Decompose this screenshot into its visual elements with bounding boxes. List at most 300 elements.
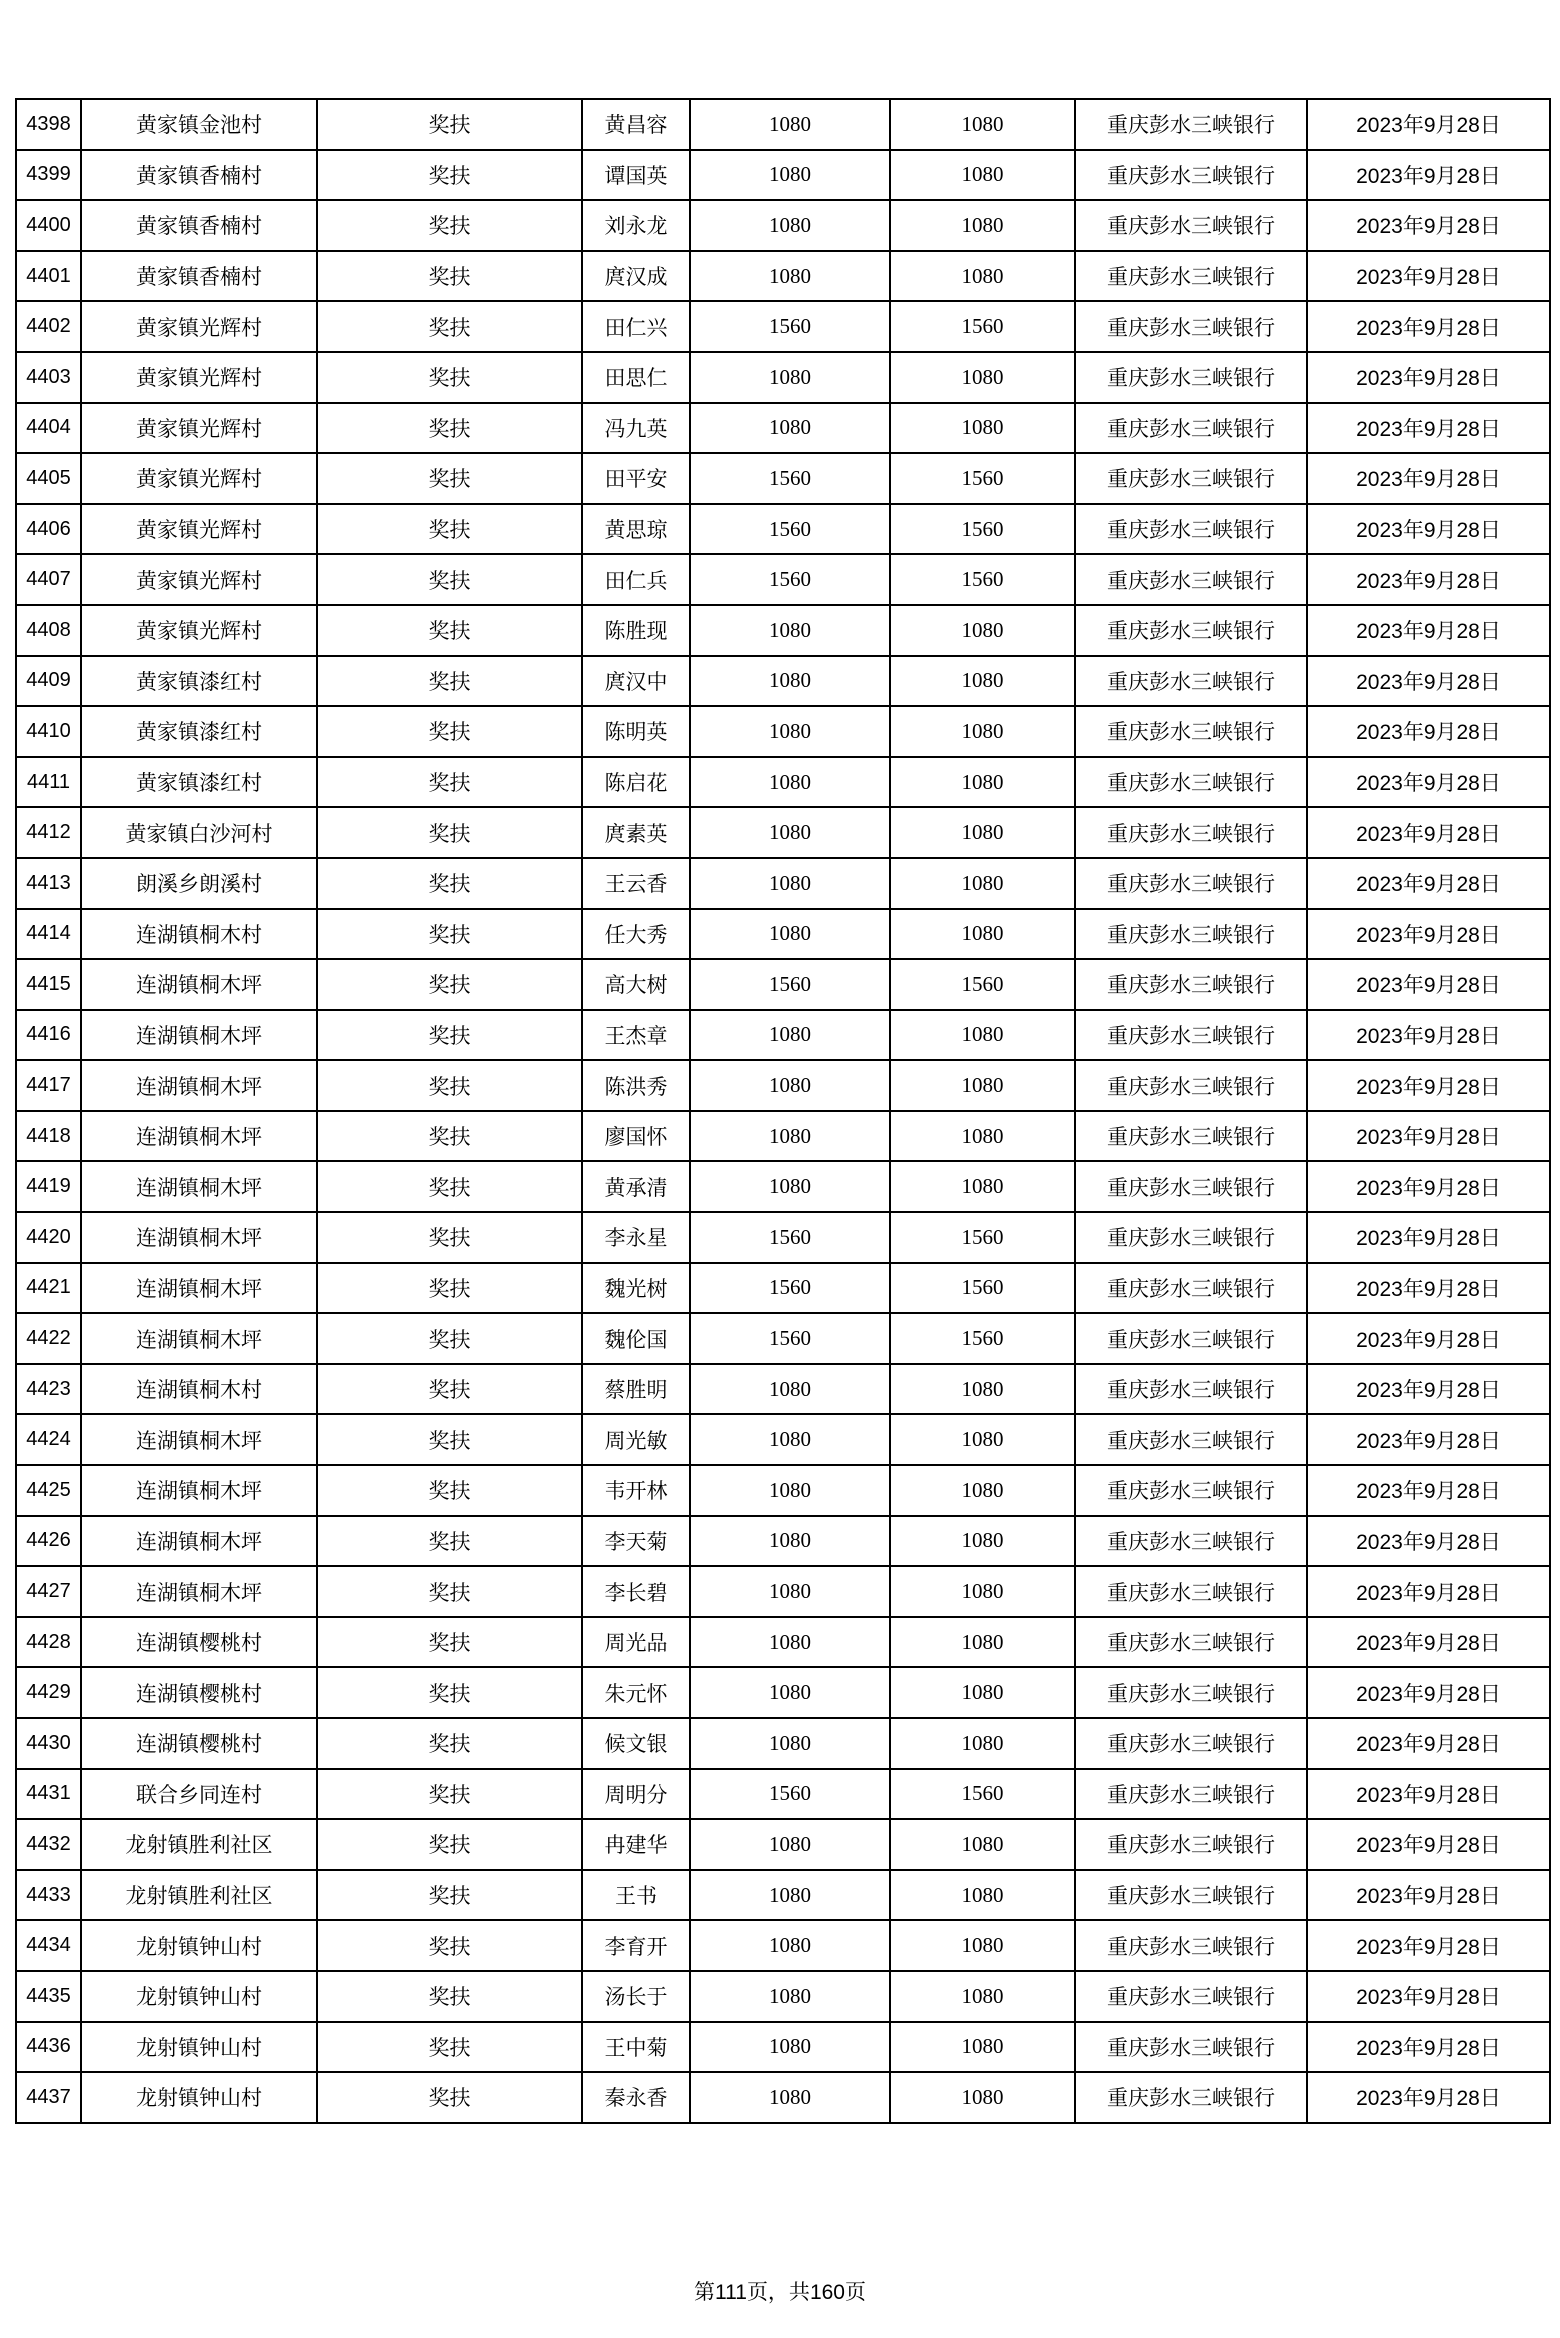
table-row xyxy=(16,453,1550,504)
bank-cell: 重庆彭水三峡银行 xyxy=(1075,1364,1307,1415)
amount-cell: 1080 xyxy=(690,909,890,960)
amount-cell: 1080 xyxy=(690,99,890,150)
village-cell: 黄家镇白沙河村 xyxy=(81,807,317,858)
type-cell: 奖扶 xyxy=(317,959,582,1010)
paid-amount-cell: 1560 xyxy=(890,1313,1075,1364)
paid-amount-cell: 1080 xyxy=(890,1364,1075,1415)
village-cell: 黄家镇漆红村 xyxy=(81,757,317,808)
table-row xyxy=(16,150,1550,201)
paid-amount-cell: 1080 xyxy=(890,757,1075,808)
paid-amount-cell: 1560 xyxy=(890,504,1075,555)
amount-cell: 1080 xyxy=(690,200,890,251)
bank-cell: 重庆彭水三峡银行 xyxy=(1075,1566,1307,1617)
seq-cell: 4418 xyxy=(16,1111,81,1162)
type-cell: 奖扶 xyxy=(317,1516,582,1567)
bank-cell: 重庆彭水三峡银行 xyxy=(1075,1819,1307,1870)
village-cell: 连湖镇桐木村 xyxy=(81,909,317,960)
amount-cell: 1560 xyxy=(690,301,890,352)
date-cell: 2023年9月28日 xyxy=(1307,1971,1550,2022)
amount-cell: 1080 xyxy=(690,1111,890,1162)
table-row xyxy=(16,2022,1550,2073)
seq-cell: 4414 xyxy=(16,909,81,960)
type-cell: 奖扶 xyxy=(317,757,582,808)
table-row xyxy=(16,1263,1550,1314)
amount-cell: 1560 xyxy=(690,1212,890,1263)
paid-amount-cell: 1080 xyxy=(890,909,1075,960)
bank-cell: 重庆彭水三峡银行 xyxy=(1075,99,1307,150)
name-cell: 李长碧 xyxy=(582,1566,690,1617)
village-cell: 连湖镇桐木坪 xyxy=(81,959,317,1010)
type-cell: 奖扶 xyxy=(317,1971,582,2022)
amount-cell: 1080 xyxy=(690,403,890,454)
type-cell: 奖扶 xyxy=(317,1819,582,1870)
type-cell: 奖扶 xyxy=(317,909,582,960)
table-row xyxy=(16,403,1550,454)
type-cell: 奖扶 xyxy=(317,2022,582,2073)
table-row xyxy=(16,1769,1550,1820)
paid-amount-cell: 1560 xyxy=(890,1263,1075,1314)
amount-cell: 1080 xyxy=(690,807,890,858)
seq-cell: 4434 xyxy=(16,1920,81,1971)
table-row xyxy=(16,909,1550,960)
name-cell: 魏光树 xyxy=(582,1263,690,1314)
amount-cell: 1080 xyxy=(690,1617,890,1668)
table-row xyxy=(16,1971,1550,2022)
name-cell: 任大秀 xyxy=(582,909,690,960)
date-cell: 2023年9月28日 xyxy=(1307,2022,1550,2073)
bank-cell: 重庆彭水三峡银行 xyxy=(1075,2072,1307,2123)
village-cell: 连湖镇桐木坪 xyxy=(81,1010,317,1061)
amount-cell: 1080 xyxy=(690,706,890,757)
table-row xyxy=(16,1161,1550,1212)
paid-amount-cell: 1080 xyxy=(890,352,1075,403)
amount-cell: 1080 xyxy=(690,656,890,707)
date-cell: 2023年9月28日 xyxy=(1307,1010,1550,1061)
table-row xyxy=(16,706,1550,757)
bank-cell: 重庆彭水三峡银行 xyxy=(1075,453,1307,504)
amount-cell: 1560 xyxy=(690,1769,890,1820)
village-cell: 黄家镇香楠村 xyxy=(81,200,317,251)
paid-amount-cell: 1080 xyxy=(890,1161,1075,1212)
amount-cell: 1560 xyxy=(690,959,890,1010)
type-cell: 奖扶 xyxy=(317,1010,582,1061)
seq-cell: 4435 xyxy=(16,1971,81,2022)
date-cell: 2023年9月28日 xyxy=(1307,1870,1550,1921)
amount-cell: 1560 xyxy=(690,1313,890,1364)
amount-cell: 1560 xyxy=(690,554,890,605)
bank-cell: 重庆彭水三峡银行 xyxy=(1075,858,1307,909)
bank-cell: 重庆彭水三峡银行 xyxy=(1075,807,1307,858)
name-cell: 冯九英 xyxy=(582,403,690,454)
seq-cell: 4406 xyxy=(16,504,81,555)
type-cell: 奖扶 xyxy=(317,1870,582,1921)
paid-amount-cell: 1080 xyxy=(890,1516,1075,1567)
type-cell: 奖扶 xyxy=(317,1667,582,1718)
seq-cell: 4430 xyxy=(16,1718,81,1769)
date-cell: 2023年9月28日 xyxy=(1307,251,1550,302)
bank-cell: 重庆彭水三峡银行 xyxy=(1075,554,1307,605)
name-cell: 周光品 xyxy=(582,1617,690,1668)
table-row xyxy=(16,858,1550,909)
seq-cell: 4415 xyxy=(16,959,81,1010)
table-row xyxy=(16,959,1550,1010)
amount-cell: 1080 xyxy=(690,1060,890,1111)
amount-cell: 1080 xyxy=(690,605,890,656)
paid-amount-cell: 1080 xyxy=(890,2022,1075,2073)
paid-amount-cell: 1080 xyxy=(890,200,1075,251)
village-cell: 联合乡同连村 xyxy=(81,1769,317,1820)
paid-amount-cell: 1080 xyxy=(890,1718,1075,1769)
amount-cell: 1080 xyxy=(690,1364,890,1415)
table-row xyxy=(16,1060,1550,1111)
table-row xyxy=(16,1111,1550,1162)
date-cell: 2023年9月28日 xyxy=(1307,352,1550,403)
date-cell: 2023年9月28日 xyxy=(1307,757,1550,808)
type-cell: 奖扶 xyxy=(317,1718,582,1769)
type-cell: 奖扶 xyxy=(317,1364,582,1415)
seq-cell: 4419 xyxy=(16,1161,81,1212)
table-row xyxy=(16,251,1550,302)
date-cell: 2023年9月28日 xyxy=(1307,1364,1550,1415)
name-cell: 黄昌容 xyxy=(582,99,690,150)
date-cell: 2023年9月28日 xyxy=(1307,1111,1550,1162)
village-cell: 黄家镇漆红村 xyxy=(81,706,317,757)
village-cell: 黄家镇香楠村 xyxy=(81,150,317,201)
type-cell: 奖扶 xyxy=(317,1161,582,1212)
date-cell: 2023年9月28日 xyxy=(1307,150,1550,201)
type-cell: 奖扶 xyxy=(317,605,582,656)
paid-amount-cell: 1080 xyxy=(890,1819,1075,1870)
date-cell: 2023年9月28日 xyxy=(1307,453,1550,504)
footer-prefix: 第 xyxy=(694,2280,716,2304)
name-cell: 周明分 xyxy=(582,1769,690,1820)
village-cell: 黄家镇漆红村 xyxy=(81,656,317,707)
table-row xyxy=(16,2072,1550,2123)
seq-cell: 4431 xyxy=(16,1769,81,1820)
village-cell: 连湖镇桐木村 xyxy=(81,1364,317,1415)
seq-cell: 4400 xyxy=(16,200,81,251)
amount-cell: 1080 xyxy=(690,1870,890,1921)
village-cell: 黄家镇光辉村 xyxy=(81,301,317,352)
table-row xyxy=(16,504,1550,555)
seq-cell: 4421 xyxy=(16,1263,81,1314)
village-cell: 龙射镇钟山村 xyxy=(81,1920,317,1971)
date-cell: 2023年9月28日 xyxy=(1307,858,1550,909)
name-cell: 刘永龙 xyxy=(582,200,690,251)
bank-cell: 重庆彭水三峡银行 xyxy=(1075,1414,1307,1465)
date-cell: 2023年9月28日 xyxy=(1307,656,1550,707)
type-cell: 奖扶 xyxy=(317,150,582,201)
seq-cell: 4416 xyxy=(16,1010,81,1061)
table-row xyxy=(16,301,1550,352)
village-cell: 龙射镇胜利社区 xyxy=(81,1819,317,1870)
table-row xyxy=(16,1920,1550,1971)
paid-amount-cell: 1080 xyxy=(890,1010,1075,1061)
seq-cell: 4433 xyxy=(16,1870,81,1921)
bank-cell: 重庆彭水三峡银行 xyxy=(1075,504,1307,555)
amount-cell: 1080 xyxy=(690,1667,890,1718)
paid-amount-cell: 1080 xyxy=(890,1566,1075,1617)
name-cell: 陈启花 xyxy=(582,757,690,808)
paid-amount-cell: 1080 xyxy=(890,251,1075,302)
amount-cell: 1080 xyxy=(690,150,890,201)
seq-cell: 4423 xyxy=(16,1364,81,1415)
date-cell: 2023年9月28日 xyxy=(1307,504,1550,555)
bank-cell: 重庆彭水三峡银行 xyxy=(1075,403,1307,454)
paid-amount-cell: 1080 xyxy=(890,150,1075,201)
type-cell: 奖扶 xyxy=(317,554,582,605)
name-cell: 秦永香 xyxy=(582,2072,690,2123)
date-cell: 2023年9月28日 xyxy=(1307,605,1550,656)
seq-cell: 4432 xyxy=(16,1819,81,1870)
amount-cell: 1080 xyxy=(690,1516,890,1567)
seq-cell: 4417 xyxy=(16,1060,81,1111)
name-cell: 候文银 xyxy=(582,1718,690,1769)
date-cell: 2023年9月28日 xyxy=(1307,909,1550,960)
table-row xyxy=(16,1617,1550,1668)
amount-cell: 1080 xyxy=(690,1566,890,1617)
table-row xyxy=(16,554,1550,605)
seq-cell: 4405 xyxy=(16,453,81,504)
name-cell: 田思仁 xyxy=(582,352,690,403)
seq-cell: 4425 xyxy=(16,1465,81,1516)
bank-cell: 重庆彭水三峡银行 xyxy=(1075,909,1307,960)
name-cell: 周光敏 xyxy=(582,1414,690,1465)
bank-cell: 重庆彭水三峡银行 xyxy=(1075,1870,1307,1921)
bank-cell: 重庆彭水三峡银行 xyxy=(1075,1010,1307,1061)
village-cell: 连湖镇桐木坪 xyxy=(81,1414,317,1465)
date-cell: 2023年9月28日 xyxy=(1307,1718,1550,1769)
type-cell: 奖扶 xyxy=(317,453,582,504)
village-cell: 龙射镇钟山村 xyxy=(81,2072,317,2123)
name-cell: 庹汉成 xyxy=(582,251,690,302)
type-cell: 奖扶 xyxy=(317,1566,582,1617)
date-cell: 2023年9月28日 xyxy=(1307,1414,1550,1465)
date-cell: 2023年9月28日 xyxy=(1307,1060,1550,1111)
village-cell: 龙射镇胜利社区 xyxy=(81,1870,317,1921)
name-cell: 冉建华 xyxy=(582,1819,690,1870)
type-cell: 奖扶 xyxy=(317,1465,582,1516)
date-cell: 2023年9月28日 xyxy=(1307,1313,1550,1364)
bank-cell: 重庆彭水三峡银行 xyxy=(1075,1060,1307,1111)
seq-cell: 4407 xyxy=(16,554,81,605)
seq-cell: 4426 xyxy=(16,1516,81,1567)
table-row xyxy=(16,1516,1550,1567)
paid-amount-cell: 1080 xyxy=(890,99,1075,150)
footer-middle: 页，共 xyxy=(746,2280,810,2304)
type-cell: 奖扶 xyxy=(317,1212,582,1263)
bank-cell: 重庆彭水三峡银行 xyxy=(1075,1161,1307,1212)
village-cell: 黄家镇光辉村 xyxy=(81,554,317,605)
paid-amount-cell: 1080 xyxy=(890,2072,1075,2123)
name-cell: 韦开林 xyxy=(582,1465,690,1516)
bank-cell: 重庆彭水三峡银行 xyxy=(1075,2022,1307,2073)
type-cell: 奖扶 xyxy=(317,1060,582,1111)
seq-cell: 4403 xyxy=(16,352,81,403)
type-cell: 奖扶 xyxy=(317,352,582,403)
seq-cell: 4437 xyxy=(16,2072,81,2123)
name-cell: 陈明英 xyxy=(582,706,690,757)
table-row xyxy=(16,1870,1550,1921)
bank-cell: 重庆彭水三峡银行 xyxy=(1075,150,1307,201)
amount-cell: 1080 xyxy=(690,2022,890,2073)
type-cell: 奖扶 xyxy=(317,1111,582,1162)
bank-cell: 重庆彭水三峡银行 xyxy=(1075,959,1307,1010)
type-cell: 奖扶 xyxy=(317,1920,582,1971)
paid-amount-cell: 1560 xyxy=(890,959,1075,1010)
seq-cell: 4436 xyxy=(16,2022,81,2073)
type-cell: 奖扶 xyxy=(317,504,582,555)
bank-cell: 重庆彭水三峡银行 xyxy=(1075,1313,1307,1364)
table-row xyxy=(16,1414,1550,1465)
amount-cell: 1080 xyxy=(690,2072,890,2123)
bank-cell: 重庆彭水三峡银行 xyxy=(1075,1516,1307,1567)
name-cell: 田仁兴 xyxy=(582,301,690,352)
name-cell: 黄承清 xyxy=(582,1161,690,1212)
village-cell: 朗溪乡朗溪村 xyxy=(81,858,317,909)
name-cell: 田仁兵 xyxy=(582,554,690,605)
village-cell: 黄家镇光辉村 xyxy=(81,504,317,555)
bank-cell: 重庆彭水三峡银行 xyxy=(1075,1617,1307,1668)
type-cell: 奖扶 xyxy=(317,2072,582,2123)
seq-cell: 4402 xyxy=(16,301,81,352)
paid-amount-cell: 1560 xyxy=(890,453,1075,504)
table-row xyxy=(16,1364,1550,1415)
type-cell: 奖扶 xyxy=(317,251,582,302)
table-row xyxy=(16,1667,1550,1718)
table-row xyxy=(16,1313,1550,1364)
table-row xyxy=(16,605,1550,656)
bank-cell: 重庆彭水三峡银行 xyxy=(1075,757,1307,808)
village-cell: 黄家镇光辉村 xyxy=(81,352,317,403)
paid-amount-cell: 1080 xyxy=(890,706,1075,757)
page-footer xyxy=(0,2276,1560,2306)
amount-cell: 1080 xyxy=(690,1161,890,1212)
table-row xyxy=(16,656,1550,707)
table-row xyxy=(16,200,1550,251)
footer-suffix: 页 xyxy=(844,2280,866,2304)
bank-cell: 重庆彭水三峡银行 xyxy=(1075,1667,1307,1718)
paid-amount-cell: 1080 xyxy=(890,1617,1075,1668)
paid-amount-cell: 1560 xyxy=(890,554,1075,605)
name-cell: 王书 xyxy=(582,1870,690,1921)
date-cell: 2023年9月28日 xyxy=(1307,99,1550,150)
amount-cell: 1080 xyxy=(690,1920,890,1971)
type-cell: 奖扶 xyxy=(317,656,582,707)
amount-cell: 1080 xyxy=(690,757,890,808)
seq-cell: 4428 xyxy=(16,1617,81,1668)
village-cell: 连湖镇樱桃村 xyxy=(81,1718,317,1769)
village-cell: 连湖镇桐木坪 xyxy=(81,1263,317,1314)
date-cell: 2023年9月28日 xyxy=(1307,1617,1550,1668)
name-cell: 汤长于 xyxy=(582,1971,690,2022)
amount-cell: 1080 xyxy=(690,1819,890,1870)
table-row xyxy=(16,1212,1550,1263)
amount-cell: 1080 xyxy=(690,1971,890,2022)
seq-cell: 4413 xyxy=(16,858,81,909)
name-cell: 李育开 xyxy=(582,1920,690,1971)
name-cell: 陈洪秀 xyxy=(582,1060,690,1111)
paid-amount-cell: 1080 xyxy=(890,858,1075,909)
seq-cell: 4399 xyxy=(16,150,81,201)
amount-cell: 1080 xyxy=(690,858,890,909)
amount-cell: 1560 xyxy=(690,504,890,555)
village-cell: 黄家镇光辉村 xyxy=(81,453,317,504)
name-cell: 陈胜现 xyxy=(582,605,690,656)
amount-cell: 1080 xyxy=(690,352,890,403)
date-cell: 2023年9月28日 xyxy=(1307,1920,1550,1971)
paid-amount-cell: 1080 xyxy=(890,1060,1075,1111)
village-cell: 连湖镇桐木坪 xyxy=(81,1516,317,1567)
date-cell: 2023年9月28日 xyxy=(1307,1769,1550,1820)
name-cell: 朱元怀 xyxy=(582,1667,690,1718)
paid-amount-cell: 1560 xyxy=(890,1769,1075,1820)
table-row xyxy=(16,1010,1550,1061)
seq-cell: 4411 xyxy=(16,757,81,808)
type-cell: 奖扶 xyxy=(317,706,582,757)
name-cell: 黄思琼 xyxy=(582,504,690,555)
date-cell: 2023年9月28日 xyxy=(1307,959,1550,1010)
type-cell: 奖扶 xyxy=(317,1414,582,1465)
type-cell: 奖扶 xyxy=(317,1313,582,1364)
name-cell: 魏伦国 xyxy=(582,1313,690,1364)
paid-amount-cell: 1560 xyxy=(890,301,1075,352)
name-cell: 王云香 xyxy=(582,858,690,909)
village-cell: 连湖镇桐木坪 xyxy=(81,1161,317,1212)
village-cell: 龙射镇钟山村 xyxy=(81,1971,317,2022)
name-cell: 谭国英 xyxy=(582,150,690,201)
amount-cell: 1080 xyxy=(690,1414,890,1465)
seq-cell: 4422 xyxy=(16,1313,81,1364)
date-cell: 2023年9月28日 xyxy=(1307,1161,1550,1212)
village-cell: 黄家镇香楠村 xyxy=(81,251,317,302)
bank-cell: 重庆彭水三峡银行 xyxy=(1075,251,1307,302)
bank-cell: 重庆彭水三峡银行 xyxy=(1075,1465,1307,1516)
seq-cell: 4408 xyxy=(16,605,81,656)
paid-amount-cell: 1080 xyxy=(890,1971,1075,2022)
current-page-number: 111 xyxy=(715,2281,747,2304)
paid-amount-cell: 1080 xyxy=(890,807,1075,858)
amount-cell: 1560 xyxy=(690,1263,890,1314)
seq-cell: 4404 xyxy=(16,403,81,454)
table-row xyxy=(16,352,1550,403)
seq-cell: 4401 xyxy=(16,251,81,302)
name-cell: 田平安 xyxy=(582,453,690,504)
type-cell: 奖扶 xyxy=(317,1263,582,1314)
table-row xyxy=(16,1465,1550,1516)
seq-cell: 4424 xyxy=(16,1414,81,1465)
seq-cell: 4410 xyxy=(16,706,81,757)
date-cell: 2023年9月28日 xyxy=(1307,1263,1550,1314)
name-cell: 高大树 xyxy=(582,959,690,1010)
amount-cell: 1080 xyxy=(690,251,890,302)
seq-cell: 4420 xyxy=(16,1212,81,1263)
village-cell: 连湖镇桐木坪 xyxy=(81,1111,317,1162)
paid-amount-cell: 1080 xyxy=(890,403,1075,454)
paid-amount-cell: 1080 xyxy=(890,605,1075,656)
table-body xyxy=(16,99,1550,2123)
bank-cell: 重庆彭水三峡银行 xyxy=(1075,706,1307,757)
subsidy-table xyxy=(15,98,1551,2124)
village-cell: 连湖镇桐木坪 xyxy=(81,1465,317,1516)
bank-cell: 重庆彭水三峡银行 xyxy=(1075,1212,1307,1263)
paid-amount-cell: 1080 xyxy=(890,656,1075,707)
name-cell: 蔡胜明 xyxy=(582,1364,690,1415)
paid-amount-cell: 1080 xyxy=(890,1465,1075,1516)
paid-amount-cell: 1080 xyxy=(890,1111,1075,1162)
name-cell: 王中菊 xyxy=(582,2022,690,2073)
seq-cell: 4412 xyxy=(16,807,81,858)
